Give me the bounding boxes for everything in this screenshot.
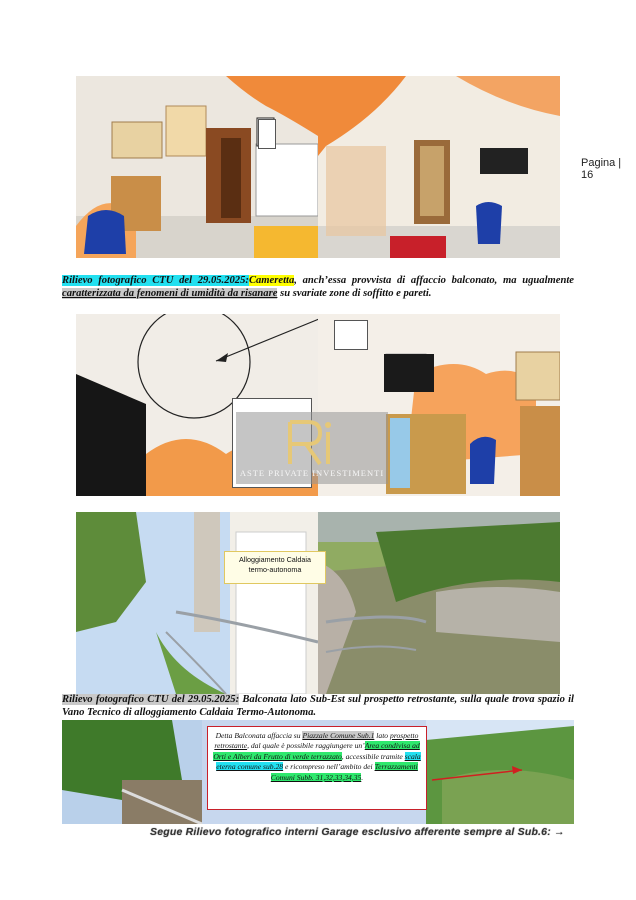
- note-highlight: scala eterna comune sub.28: [216, 751, 421, 772]
- note-text: Detta Balconata affaccia su: [215, 731, 303, 740]
- boiler-location-callout: [224, 551, 326, 584]
- callout-line: termo-autonoma: [248, 565, 302, 574]
- watermark: [236, 412, 388, 484]
- note-text: lato: [374, 731, 391, 740]
- note-text: , dal quale è possibile raggiungere un’: [247, 741, 365, 751]
- watermark-logo-icon: [282, 418, 342, 468]
- caption-date-highlight: Rilievo fotografico CTU del 29.05.2025:: [62, 694, 240, 705]
- balcony-access-note: [207, 726, 427, 810]
- privacy-redaction-box: [258, 119, 276, 149]
- note-text: .: [361, 772, 364, 782]
- note-highlight: Piazzale Comune Sub.1: [302, 731, 375, 740]
- photo-balcony: [76, 512, 560, 694]
- caption-room-name: Cameretta: [248, 275, 295, 286]
- caption-date-highlight: Rilievo fotografico CTU del 29.05.2025:: [62, 275, 249, 286]
- photo-bedroom-overview: [76, 76, 560, 258]
- note-highlight: Area condivisa ad Orti e Alberi da Frutto di verde terrazzato: [213, 741, 420, 761]
- callout-line: Alloggiamento Caldaia: [239, 555, 311, 564]
- next-section-note: Segue Rilievo fotografico interni Garage esclusivo afferente sempre al Sub.6: →: [150, 826, 565, 838]
- note-text: e ricompreso nell’ambito dei: [283, 762, 375, 772]
- note-text: , accessibile tramite: [341, 751, 405, 761]
- caption-humidity-note: caratterizzata da fenomeni di umidità da risanare: [62, 288, 278, 299]
- note-highlight: Terrazzamenti Comuni Subb. 31,32,33,34,35: [270, 762, 418, 782]
- watermark-text: ASTE PRIVATE INVESTIMENTI: [239, 468, 385, 478]
- caption-text-end: su svariate zone di soffitto e pareti.: [277, 288, 432, 299]
- caption-text: Balconata lato Sub-Est sul prospetto retrostante, sulla quale trova spazio il Vano Tecnico di alloggiamento Caldaia Termo-Autonoma.: [62, 694, 574, 718]
- caption-balcony: [62, 693, 574, 719]
- privacy-redaction-box: [334, 320, 368, 350]
- note-underlined: prospetto retrostante: [214, 731, 419, 751]
- page-number: Pagina | 16: [581, 157, 622, 181]
- caption-bedroom: [62, 274, 574, 300]
- caption-text: , anch’essa provvista di affaccio balconato, ma ugualmente: [294, 275, 574, 286]
